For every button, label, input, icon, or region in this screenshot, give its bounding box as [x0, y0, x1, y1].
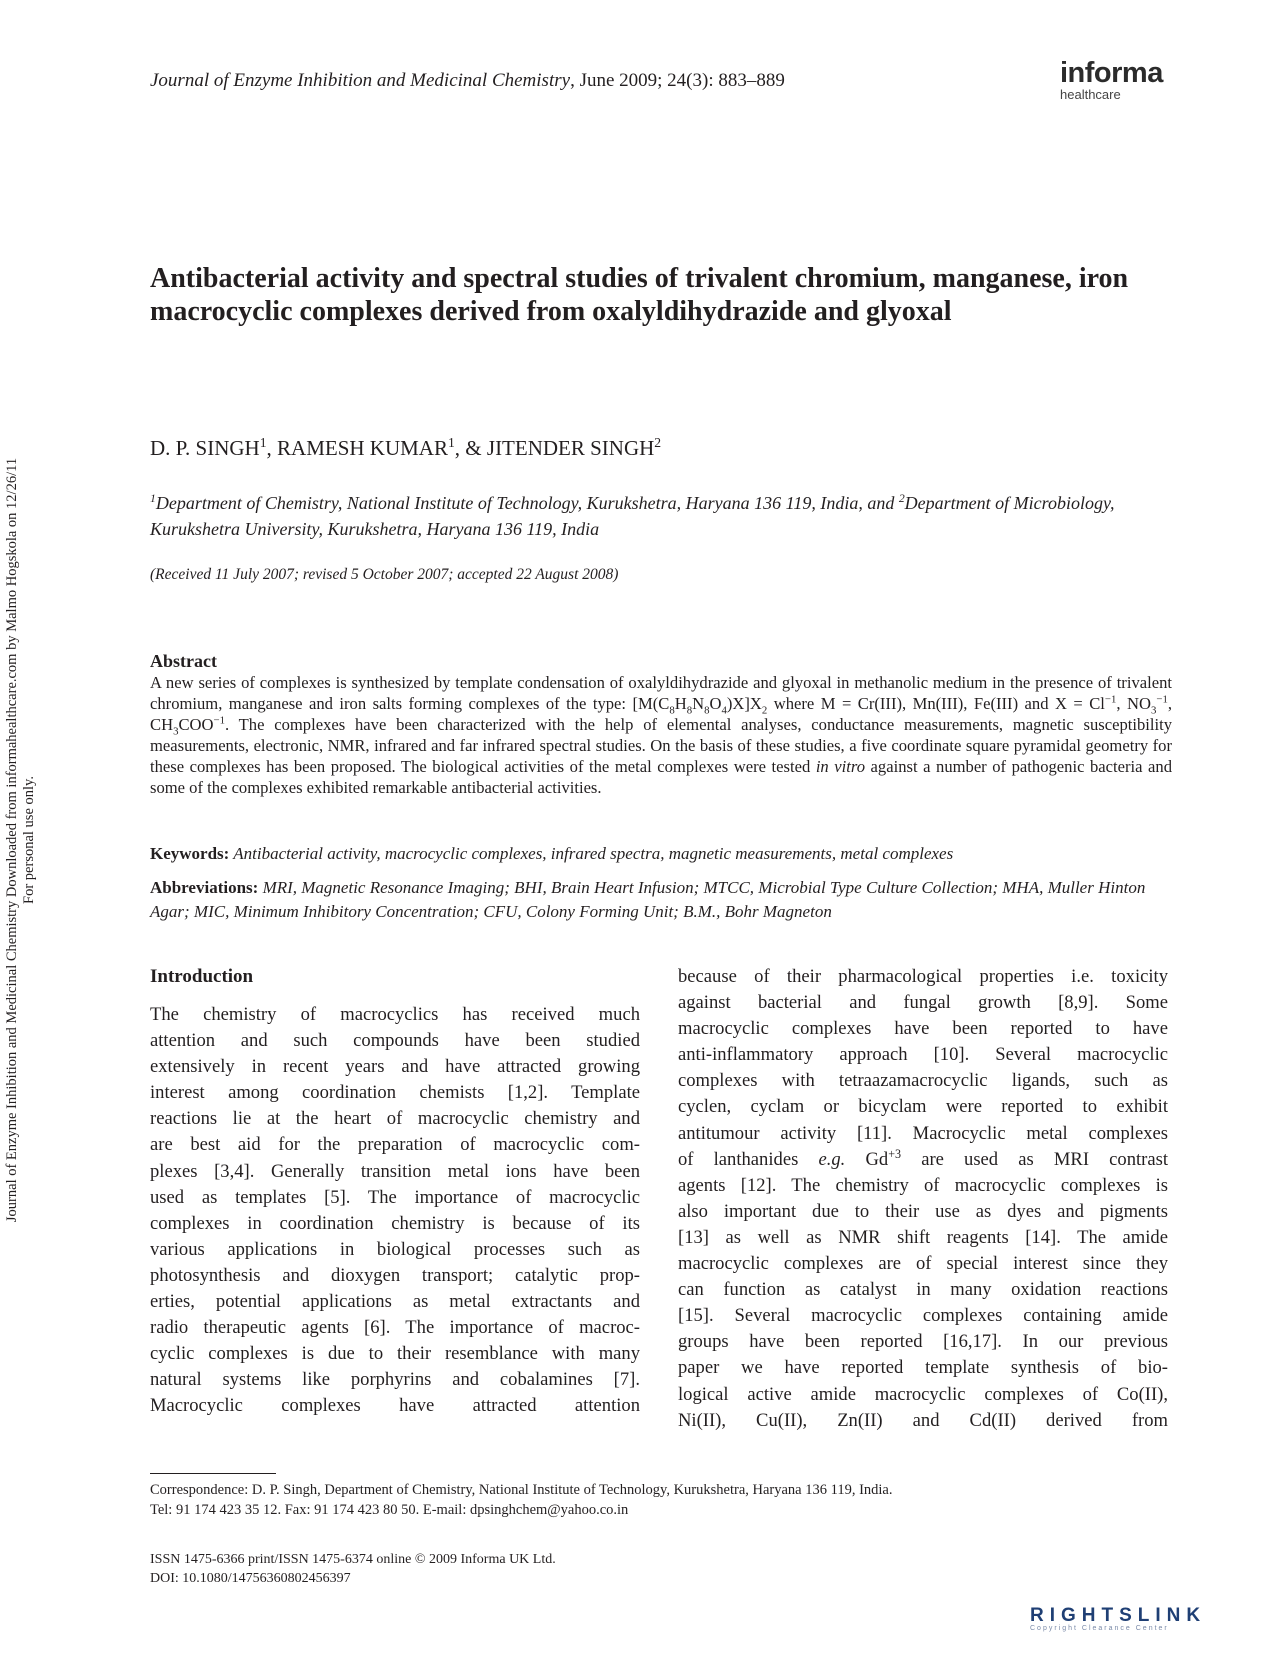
author-affiliation-mark: 1 — [447, 435, 455, 450]
body-line: macrocyclic complexes have been reported to have — [678, 1018, 1168, 1040]
keywords-text: Antibacterial activity, macrocyclic complexes, infrared spectra, magnetic measurements, metal complexes — [233, 844, 954, 863]
body-text: Gd — [845, 1148, 889, 1170]
intro-left-column — [150, 1002, 640, 1420]
doi-line: DOI: 10.1080/14756360802456397 — [150, 1571, 351, 1586]
abstract-text: . The complexes have been characterized with the help of elemental analyses, conductance measurements, magnetic susceptibility measurements, electronic, NMR, infrared and far infrared spectral studies. On the basis of these studies, a five coordinate square pyramidal geometry for these complexes has been proposed. The biological activities of the metal complexes were tested — [150, 715, 1172, 776]
rightslink-logo-text: RIGHTSLINK — [1030, 1605, 1207, 1626]
formula-subscript: 8 — [686, 704, 693, 717]
author-separator: , — [266, 436, 278, 460]
issue-info: , June 2009; 24(3): 883–889 — [570, 70, 785, 91]
body-line: logical active amide macrocyclic complexes of Co(II), — [678, 1383, 1168, 1405]
body-text: of lanthanides — [678, 1148, 819, 1170]
formula-element: O — [709, 694, 722, 713]
formula-subscript: 3 — [173, 725, 179, 738]
abstract-text: , CH — [150, 694, 1172, 734]
body-line: complexes with tetraazamacrocyclic ligands, such as — [678, 1070, 1168, 1092]
body-line: antitumour activity [11]. Macrocyclic metal complexes — [678, 1122, 1168, 1144]
abstract-text: COO — [178, 715, 214, 734]
body-text: are used as MRI contrast — [901, 1148, 1169, 1170]
formula-superscript: −1 — [1104, 693, 1117, 706]
journal-citation — [150, 70, 785, 92]
body-superscript: +3 — [888, 1146, 902, 1161]
correspondence-footnote — [150, 1480, 1180, 1520]
abstract-italic: in vitro — [815, 757, 865, 776]
affiliations — [150, 490, 1180, 542]
article-title: Antibacterial activity and spectral studies of trivalent chromium, manganese, iron macrocyclic complexes derived from oxalyldihydrazide and glyoxal — [150, 263, 1129, 327]
body-line: complexes in coordination chemistry is because of its — [150, 1212, 640, 1234]
affiliation-mark: 1 — [150, 492, 156, 505]
body-line: [15]. Several macrocyclic complexes containing amide — [678, 1305, 1168, 1327]
author-name: RAMESH KUMAR — [277, 436, 448, 460]
body-line: can function as catalyst in many oxidation reactions — [678, 1279, 1168, 1301]
body-line: are best aid for the preparation of macrocyclic com- — [150, 1134, 640, 1156]
publisher-name: informa — [1060, 57, 1163, 89]
body-line: radio therapeutic agents [6]. The importance of macroc- — [150, 1317, 640, 1339]
formula-subscript: 8 — [704, 704, 710, 717]
keywords — [150, 843, 1172, 865]
formula-subscript: 3 — [1150, 704, 1157, 717]
issn-line: ISSN 1475-6366 print/ISSN 1475-6374 online © 2009 Informa UK Ltd. — [150, 1552, 556, 1567]
abstract-text: )X]X — [726, 694, 762, 713]
rightslink-subtext: Copyright Clearance Center — [1030, 1625, 1169, 1632]
body-line: [13] as well as NMR shift reagents [14]. The amide — [678, 1226, 1168, 1248]
footnote-rule — [150, 1473, 276, 1474]
contact-line: Tel: 91 174 423 35 12. Fax: 91 174 423 80 50. E-mail: dpsinghchem@yahoo.co.in — [150, 1502, 629, 1518]
formula-subscript: 8 — [669, 704, 675, 717]
body-line: cyclic complexes is due to their resemblance with many — [150, 1343, 640, 1365]
body-line: used as templates [5]. The importance of macrocyclic — [150, 1186, 640, 1208]
download-side-note — [4, 390, 38, 1290]
formula-subscript: 2 — [761, 704, 768, 717]
abstract-heading: Abstract — [150, 651, 217, 671]
author-list — [150, 436, 661, 461]
body-line: Macrocyclic complexes have attracted attention — [150, 1395, 640, 1417]
author-affiliation-mark: 1 — [259, 435, 267, 450]
side-note-line-1: Journal of Enzyme Inhibition and Medicinal Chemistry Downloaded from informahealthcare.com by Malmo Hogskola on 12/26/11 — [4, 457, 20, 1223]
body-line: reactions lie at the heart of macrocyclic chemistry and — [150, 1108, 640, 1130]
formula-superscript: −1 — [1156, 693, 1168, 706]
author-separator: , & — [454, 436, 487, 460]
abstract-text: against a number of pathogenic bacteria and some of the complexes exhibited remarkable antibacterial activities. — [150, 757, 1172, 797]
body-line: groups have been reported [16,17]. In our previous — [678, 1331, 1168, 1353]
abstract-text: , NO — [1116, 694, 1151, 713]
body-line: extensively in recent years and have attracted growing — [150, 1056, 640, 1078]
body-line: various applications in biological processes such as — [150, 1238, 640, 1260]
abstract-text: where M = Cr(III), Mn(III), Fe(III) and X = Cl — [767, 694, 1105, 713]
body-line: cyclen, cyclam or bicyclam were reported to exhibit — [678, 1096, 1168, 1118]
body-line: The chemistry of macrocyclics has received much — [150, 1004, 640, 1025]
journal-name: Journal of Enzyme Inhibition and Medicinal Chemistry — [150, 70, 571, 91]
body-line: natural systems like porphyrins and cobalamines [7]. — [150, 1369, 640, 1391]
body-italic: e.g. — [818, 1148, 846, 1170]
affiliation-1: Department of Chemistry, National Institute of Technology, Kurukshetra, Haryana 136 119, India, and — [155, 493, 899, 513]
formula-element: N — [692, 694, 705, 713]
body-line: anti-inflammatory approach [10]. Several macrocyclic — [678, 1044, 1168, 1066]
keywords-label: Keywords: — [150, 844, 230, 863]
body-line: erties, potential applications as metal extractants and — [150, 1291, 640, 1313]
formula-superscript: −1 — [213, 714, 225, 727]
author-affiliation-mark: 2 — [654, 435, 662, 450]
body-line: photosynthesis and dioxygen transport; catalytic prop- — [150, 1264, 640, 1286]
side-note-line-2: For personal use only. — [21, 776, 37, 904]
rightslink-logo — [1030, 1605, 1206, 1632]
issn-block — [150, 1550, 556, 1588]
intro-right-column — [678, 964, 1168, 1434]
received-dates: (Received 11 July 2007; revised 5 October 2007; accepted 22 August 2008) — [150, 566, 619, 583]
correspondence-line: Correspondence: D. P. Singh, Department of Chemistry, National Institute of Technology, Kurukshetra, Haryana 136 119, India. — [150, 1482, 893, 1498]
publisher-logo — [1060, 58, 1163, 102]
abstract-body — [150, 672, 1172, 798]
author-name: D. P. SINGH — [150, 436, 260, 460]
formula-element: H — [674, 694, 687, 713]
introduction-heading: Introduction — [150, 966, 254, 987]
body-line: agents [12]. The chemistry of macrocyclic complexes is — [678, 1174, 1168, 1196]
body-line: paper we have reported template synthesis of bio- — [678, 1357, 1168, 1379]
abstract-text: A new series of complexes is synthesized by template condensation of oxalyldihydrazide and glyoxal in methanolic medium in the presence of trivalent chromium, manganese and iron salts forming complexes of the type: [M(C — [150, 673, 1172, 713]
body-line-gd — [678, 1147, 1168, 1173]
publisher-subtitle: healthcare — [1060, 87, 1121, 102]
body-line: attention and such compounds have been studied — [150, 1030, 640, 1052]
abbreviations-label: Abbreviations: — [150, 878, 259, 897]
abbreviations — [150, 876, 1172, 924]
affiliation-mark: 2 — [898, 492, 905, 505]
body-line: macrocyclic complexes are of special interest since they — [678, 1253, 1168, 1275]
body-line: because of their pharmacological properties i.e. toxicity — [678, 966, 1168, 987]
formula-subscript: 4 — [721, 704, 727, 717]
body-line: also important due to their use as dyes and pigments — [678, 1200, 1168, 1222]
body-line: interest among coordination chemists [1,2]. Template — [150, 1082, 640, 1104]
author-name: JITENDER SINGH — [486, 436, 655, 460]
body-line: against bacterial and fungal growth [8,9]. Some — [678, 992, 1168, 1014]
body-line: plexes [3,4]. Generally transition metal ions have been — [150, 1160, 640, 1182]
abbreviations-text: MRI, Magnetic Resonance Imaging; BHI, Brain Heart Infusion; MTCC, Microbial Type Culture Collection; MHA, Muller Hinton Agar; MIC, Minimum Inhibitory Concentration; CFU, Colony Forming Unit; B.M., Bohr Magneton — [150, 878, 1146, 921]
body-line: Ni(II), Cu(II), Zn(II) and Cd(II) derived from — [678, 1409, 1168, 1431]
affiliation-2: Department of Microbiology, Kurukshetra University, Kurukshetra, Haryana 136 119, India — [150, 493, 1115, 539]
